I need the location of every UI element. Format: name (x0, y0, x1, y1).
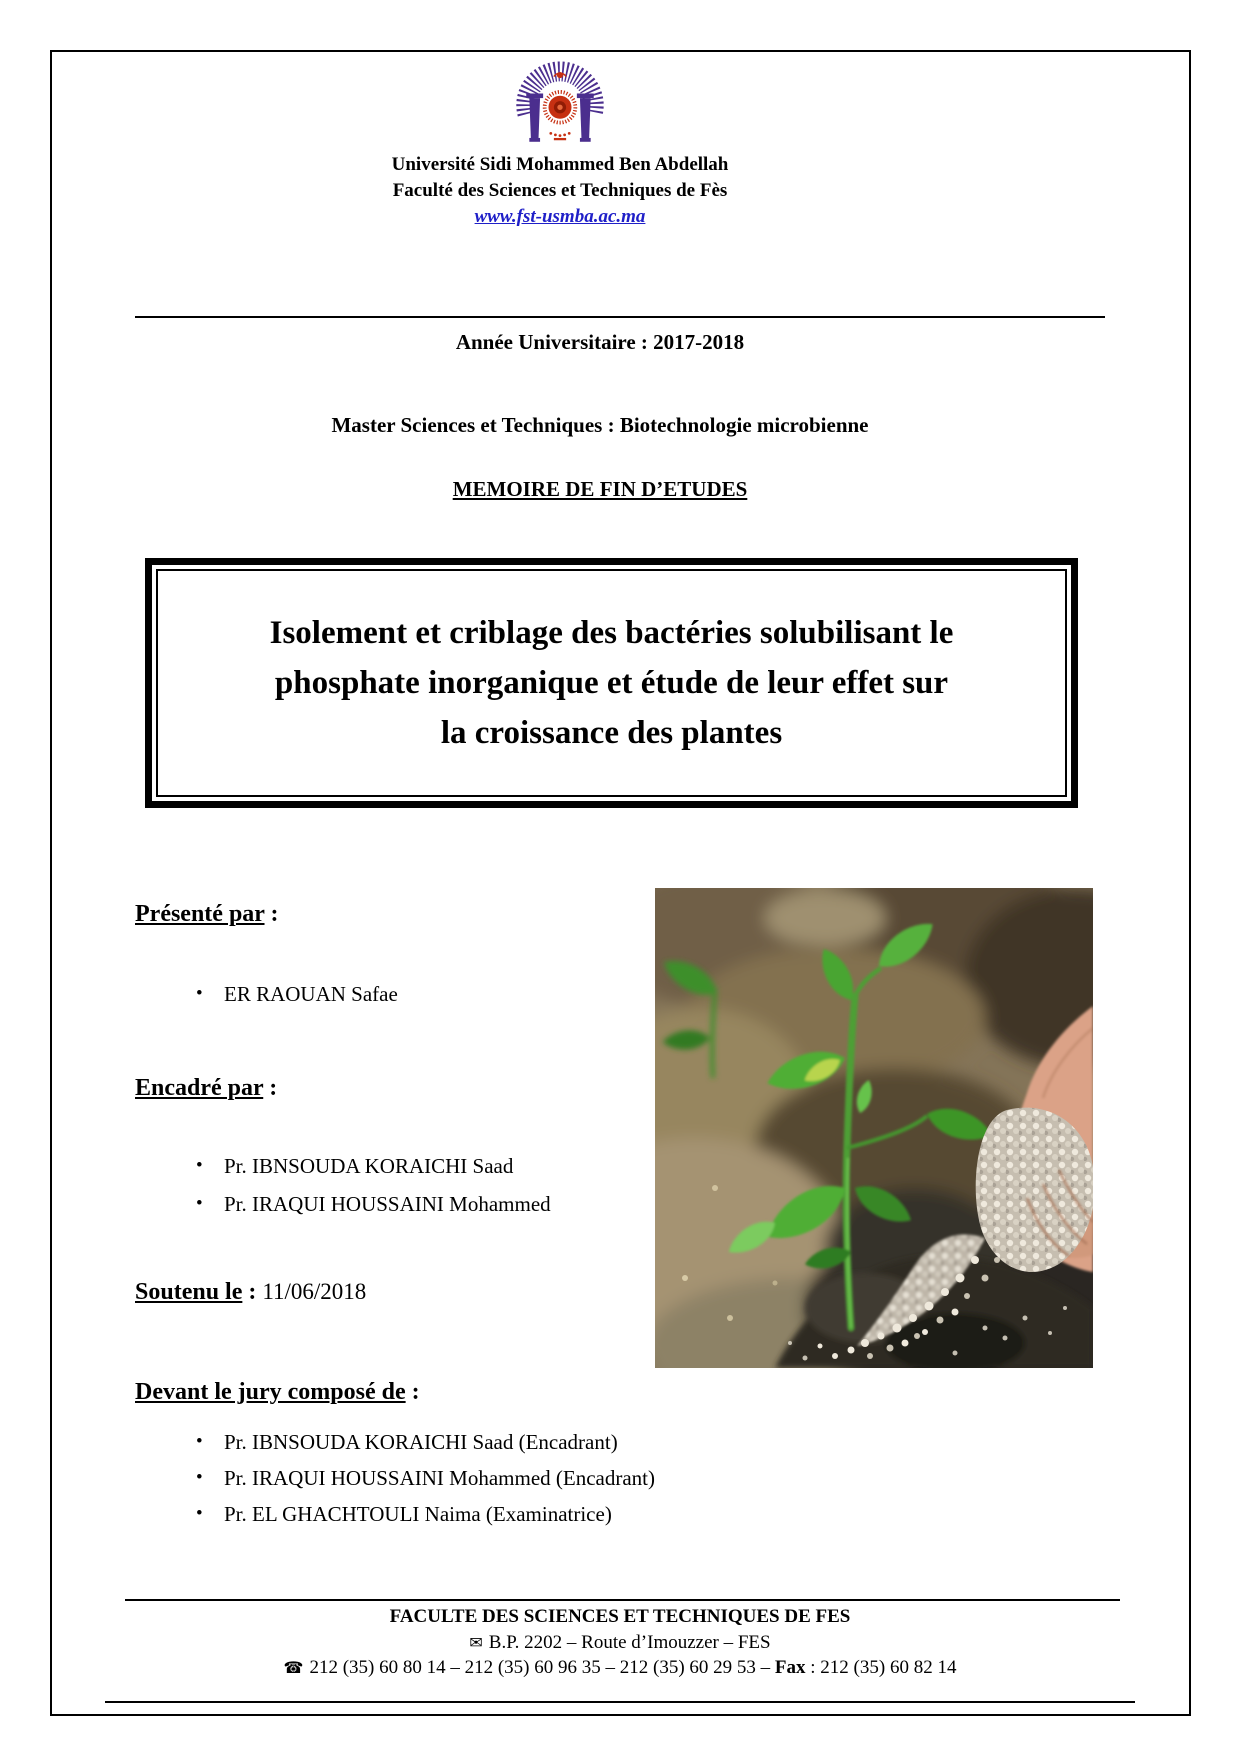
supervised-by-label: Encadré par (135, 1075, 264, 1101)
list-item-supervisor (196, 1190, 551, 1218)
jury-member: Pr. EL GHACHTOULI Naima (Examinatrice) (224, 1502, 612, 1526)
thesis-title (156, 569, 1067, 797)
footer-phones: 212 (35) 60 80 14 – 212 (35) 60 96 35 – 212 (35) 60 29 53 – (309, 1657, 775, 1678)
list-item-jury (196, 1428, 618, 1456)
university-logo-icon (514, 52, 606, 148)
defense-date-label: Soutenu le (135, 1279, 243, 1305)
jury-member: Pr. IRAQUI HOUSSAINI Mohammed (Encadrant) (224, 1466, 656, 1490)
colon: : (264, 901, 279, 927)
header-divider (135, 316, 1105, 318)
thesis-title-line-2: phosphate inorganique et étude de leur effet sur (274, 665, 949, 701)
bullet-icon: • (196, 983, 203, 1004)
supervisor-name: Pr. IRAQUI HOUSSAINI Mohammed (224, 1192, 551, 1216)
document-type (120, 474, 1080, 504)
jury-member: Pr. IBNSOUDA KORAICHI Saad (Encadrant) (224, 1430, 618, 1454)
presented-by-label: Présenté par (135, 901, 265, 927)
bullet-icon: • (196, 1467, 203, 1488)
footer-faculty-name: FACULTE DES SCIENCES ET TECHNIQUES DE FES (389, 1606, 851, 1627)
list-item-jury (196, 1500, 612, 1528)
footer-fax-value: : 212 (35) 60 82 14 (805, 1657, 957, 1678)
faculty-name: Faculté des Sciences et Techniques de Fès (392, 180, 728, 201)
defense-date-value: 11/06/2018 (262, 1279, 367, 1304)
list-item-jury (196, 1464, 655, 1492)
defense-date-heading (135, 1276, 366, 1308)
jury-label: Devant le jury composé de (135, 1379, 406, 1405)
colon: : (405, 1379, 420, 1405)
program-name: Master Sciences et Techniques : Biotechnologie microbienne (331, 413, 869, 437)
footer-fax-label: Fax (774, 1657, 806, 1678)
supervised-by-heading (135, 1072, 277, 1104)
thesis-title-box (145, 558, 1078, 808)
list-item-supervisor (196, 1152, 513, 1180)
university-name: Université Sidi Mohammed Ben Abdellah (391, 154, 729, 175)
bullet-icon: • (196, 1155, 203, 1176)
phone-icon: ☎ (283, 1658, 304, 1677)
website-link[interactable]: www.fst-usmba.ac.ma (474, 206, 646, 227)
header (135, 52, 985, 228)
bullet-icon: • (196, 1193, 203, 1214)
footer-address-line (120, 1630, 1120, 1655)
document-type-text: MEMOIRE DE FIN D’ETUDES (452, 477, 748, 501)
presented-by-heading (135, 898, 279, 930)
colon: : (242, 1279, 257, 1305)
supervisor-name: Pr. IBNSOUDA KORAICHI Saad (224, 1154, 514, 1178)
footer-divider-bottom (105, 1701, 1135, 1703)
academic-year: Année Universitaire : 2017-2018 (455, 330, 745, 354)
list-item-author (196, 980, 398, 1008)
bullet-icon: • (196, 1431, 203, 1452)
bullet-icon: • (196, 1503, 203, 1524)
mail-icon: ✉ (469, 1633, 483, 1652)
jury-heading (135, 1376, 420, 1408)
footer-divider-top (125, 1599, 1120, 1601)
footer (120, 1604, 1120, 1680)
fertilizer-seedling-photo (655, 888, 1093, 1368)
thesis-title-line-3: la croissance des plantes (440, 715, 783, 751)
thesis-title-line-1: Isolement et criblage des bactéries solubilisant le (269, 615, 954, 651)
footer-address: B.P. 2202 – Route d’Imouzzer – FES (488, 1632, 771, 1653)
footer-phone-line (120, 1655, 1120, 1680)
author-name: ER RAOUAN Safae (224, 982, 398, 1006)
colon: : (263, 1075, 278, 1101)
